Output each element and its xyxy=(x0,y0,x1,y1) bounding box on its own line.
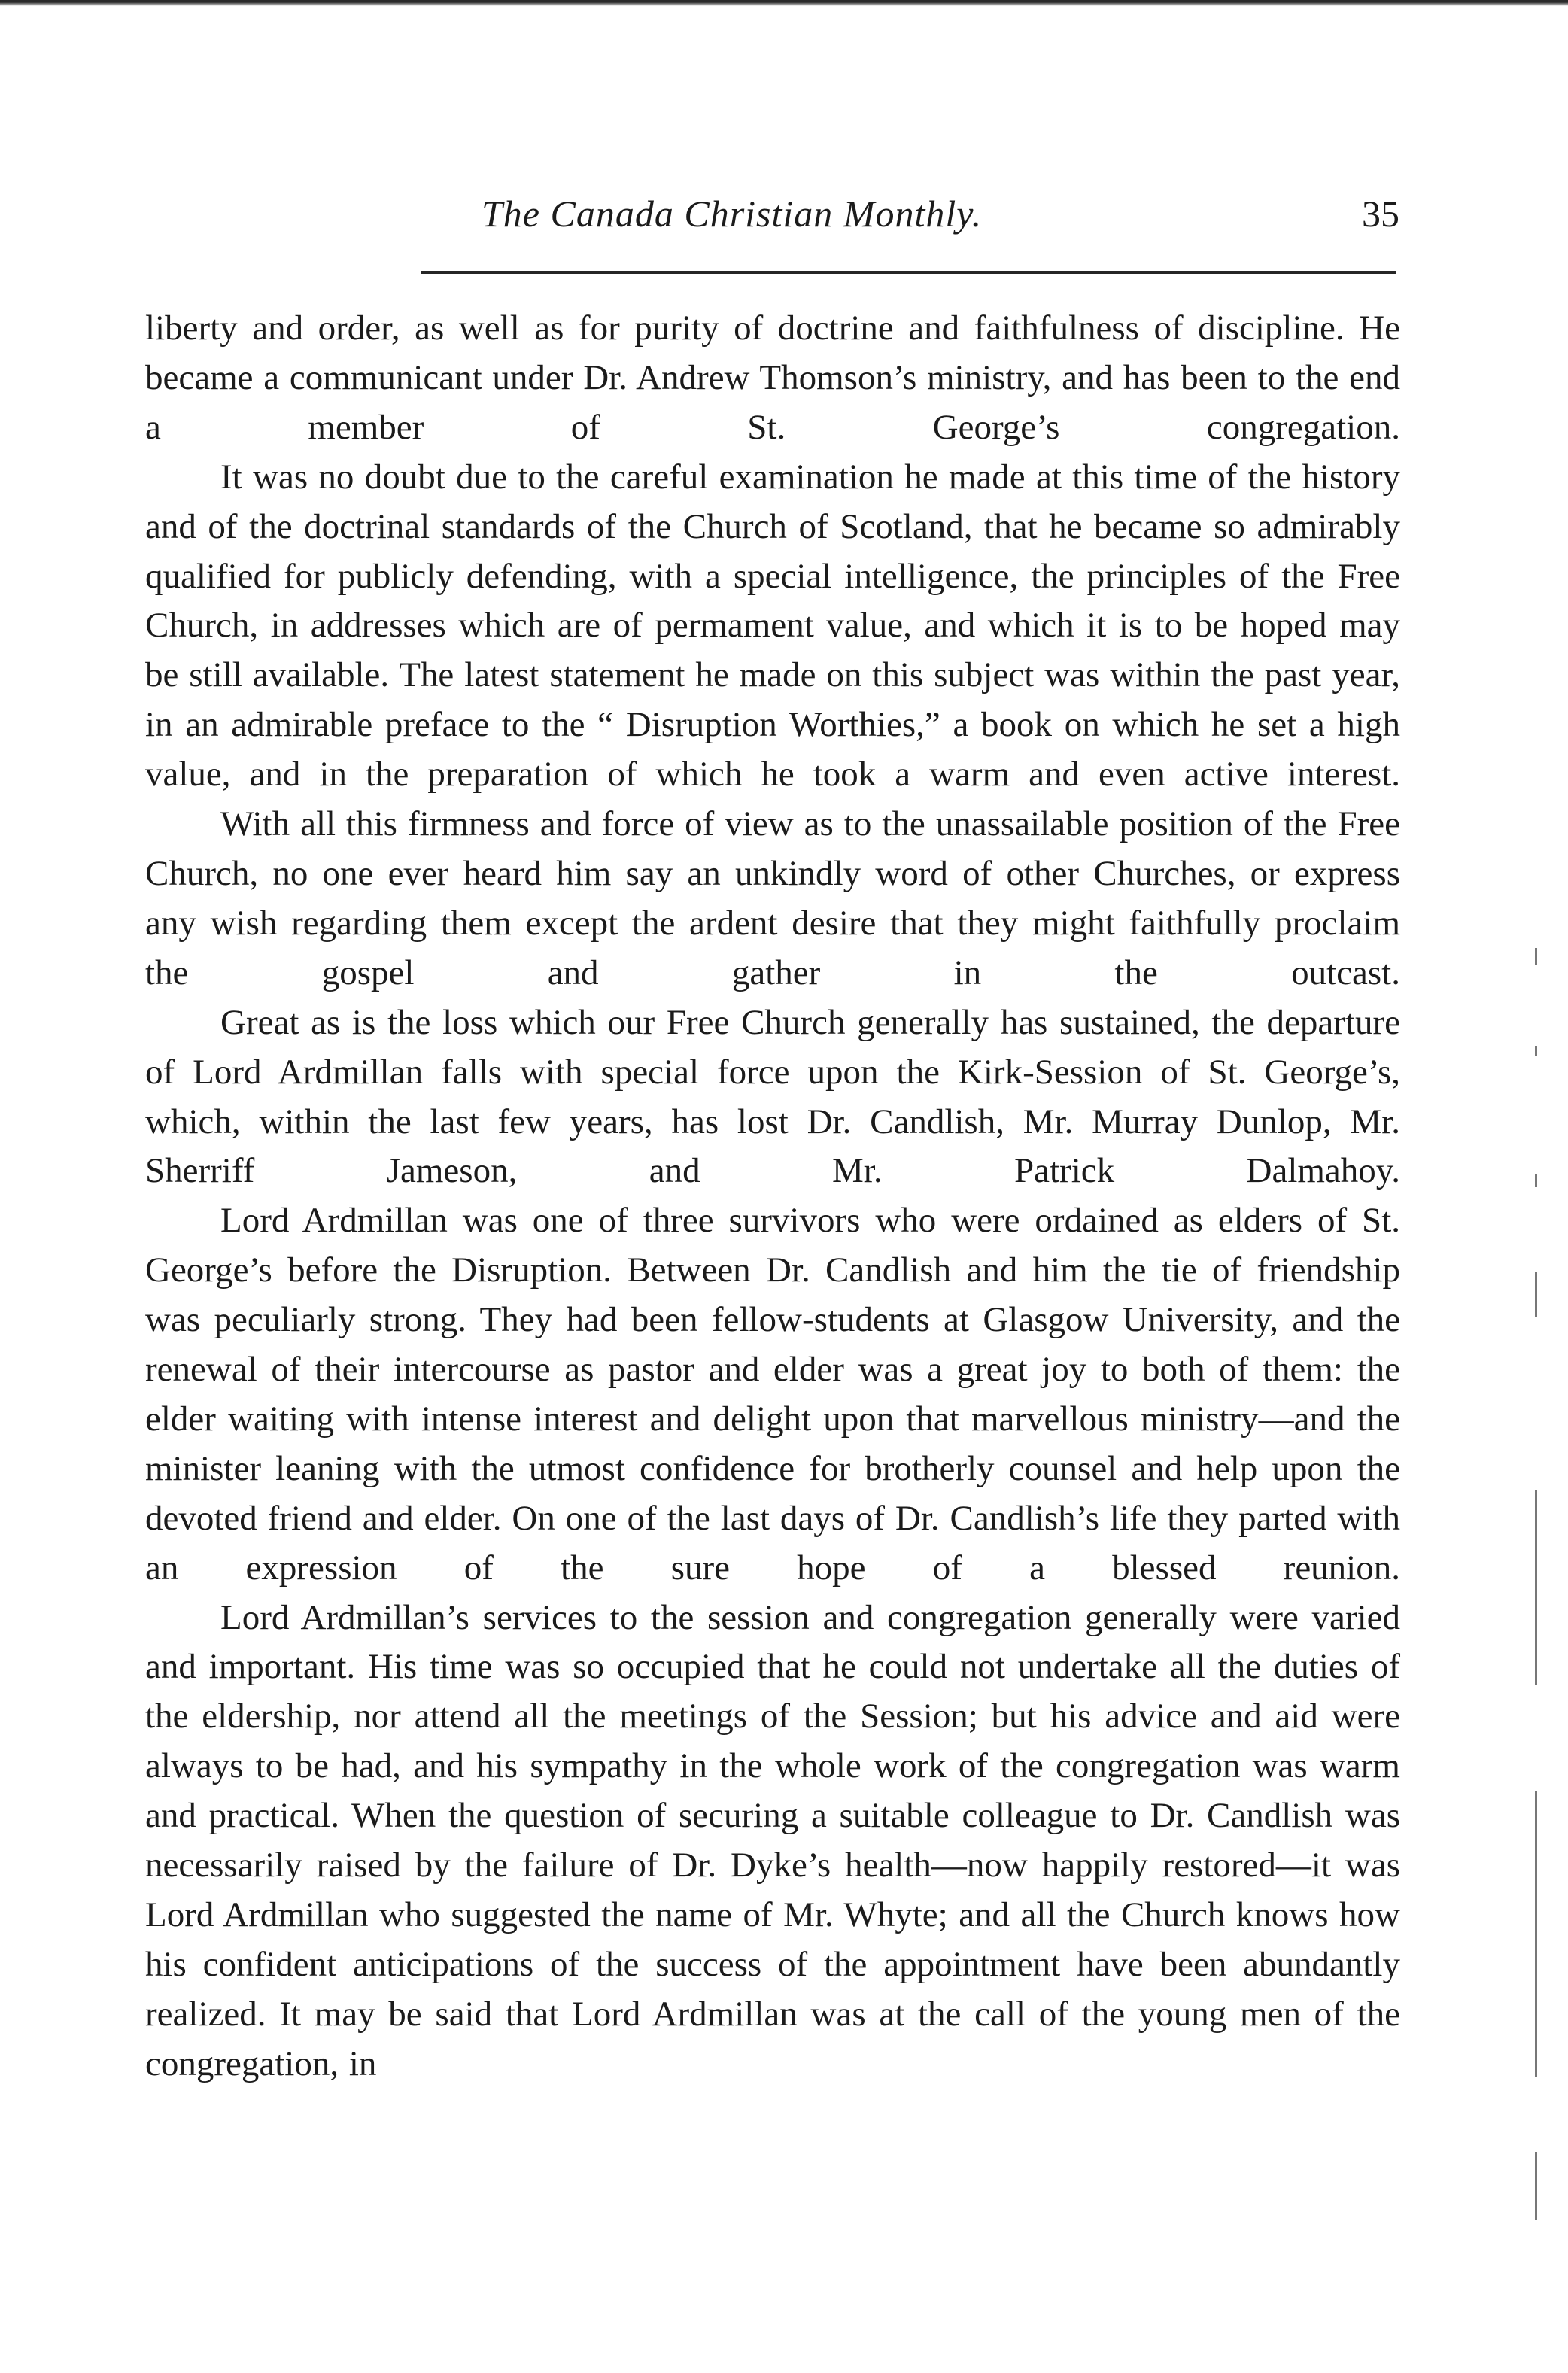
paragraph-6: Lord Ardmillan’s services to the session and congregation generally were varied and important. His time was so occupied that he could not undertake all the duties of the eldership, nor attend all the meetings of the Session; but his advice and aid were always to be had, and his sympathy in the whole work of the congregation was warm and practical. When the question of securing a suitable colleague to Dr. Candlish was necessarily raised by the failure of Dr. Dyke’s health—now happily restored—it was Lord Ardmillan who suggested the name of Mr. Whyte; and all the Church knows how his confident anticipations of the success of the appointment have been abundantly realized. It may be said that Lord Ardmillan was at the call of the young men of the congregation, in xyxy=(145,1597,1400,2083)
paragraph-5: Lord Ardmillan was one of three survivors who were ordained as elders of St. George’s before the Disruption. Between Dr. Candlish and him the tie of friendship was peculiarly strong. They had been fellow-students at Glasgow University, and the renewal of their intercourse as pastor and elder was a great joy to both of them: the elder waiting with intense interest and delight upon that marvellous ministry—and the minister leaning with the utmost confidence for brotherly counsel and help upon the devoted friend and elder. On one of the last days of Dr. Candlish’s life they parted with an expression of the sure hope of a blessed reunion. xyxy=(145,1201,1400,1588)
scan-edge-shadow xyxy=(0,0,1568,6)
paragraph-3: With all this firmness and force of view as to the unassailable position of the Free Church, no one ever heard him say an unkindly word of other Churches, or express any wish regarding them except the ardent desire that they might faithfully proclaim the gospel and gather in the outcast. xyxy=(145,804,1400,992)
paragraph-1: liberty and order, as well as for purity of doctrine and faithfulness of discipline. He became a communicant under Dr. Andrew Thomson’s ministry, and has been to the end a member of St. George’s congregation. xyxy=(145,308,1400,447)
page-number: 35 xyxy=(1362,193,1399,235)
paragraph-4: Great as is the loss which our Free Church generally has sustained, the departure of Lord Ardmillan falls with special force upon the Kirk-Session of St. George’s, which, within the last few years, has lost Dr. Candlish, Mr. Murray Dunlop, Mr. Sherriff Jameson, and Mr. Patrick Dalmahoy. xyxy=(145,1002,1400,1191)
running-head xyxy=(421,192,1399,245)
journal-title: The Canada Christian Monthly. xyxy=(482,193,983,235)
binding-margin-marks xyxy=(1535,948,1550,2227)
paragraph-2: It was no doubt due to the careful examination he made at this time of the history and of the doctrinal standards of the Church of Scotland, that he became so admirably qualified for publicly defending, with a special intelligence, the principles of the Free Church, in addresses which are of permament value, and which it is to be hoped may be still available. The latest statement he made on this subject was within the past year, in an admirable preface to the “ Disruption Worthies,” a book on which he set a high value, and in the preparation of which he took a warm and even active interest. xyxy=(145,457,1400,795)
body-text xyxy=(145,304,1400,2089)
header-rule xyxy=(421,271,1396,274)
